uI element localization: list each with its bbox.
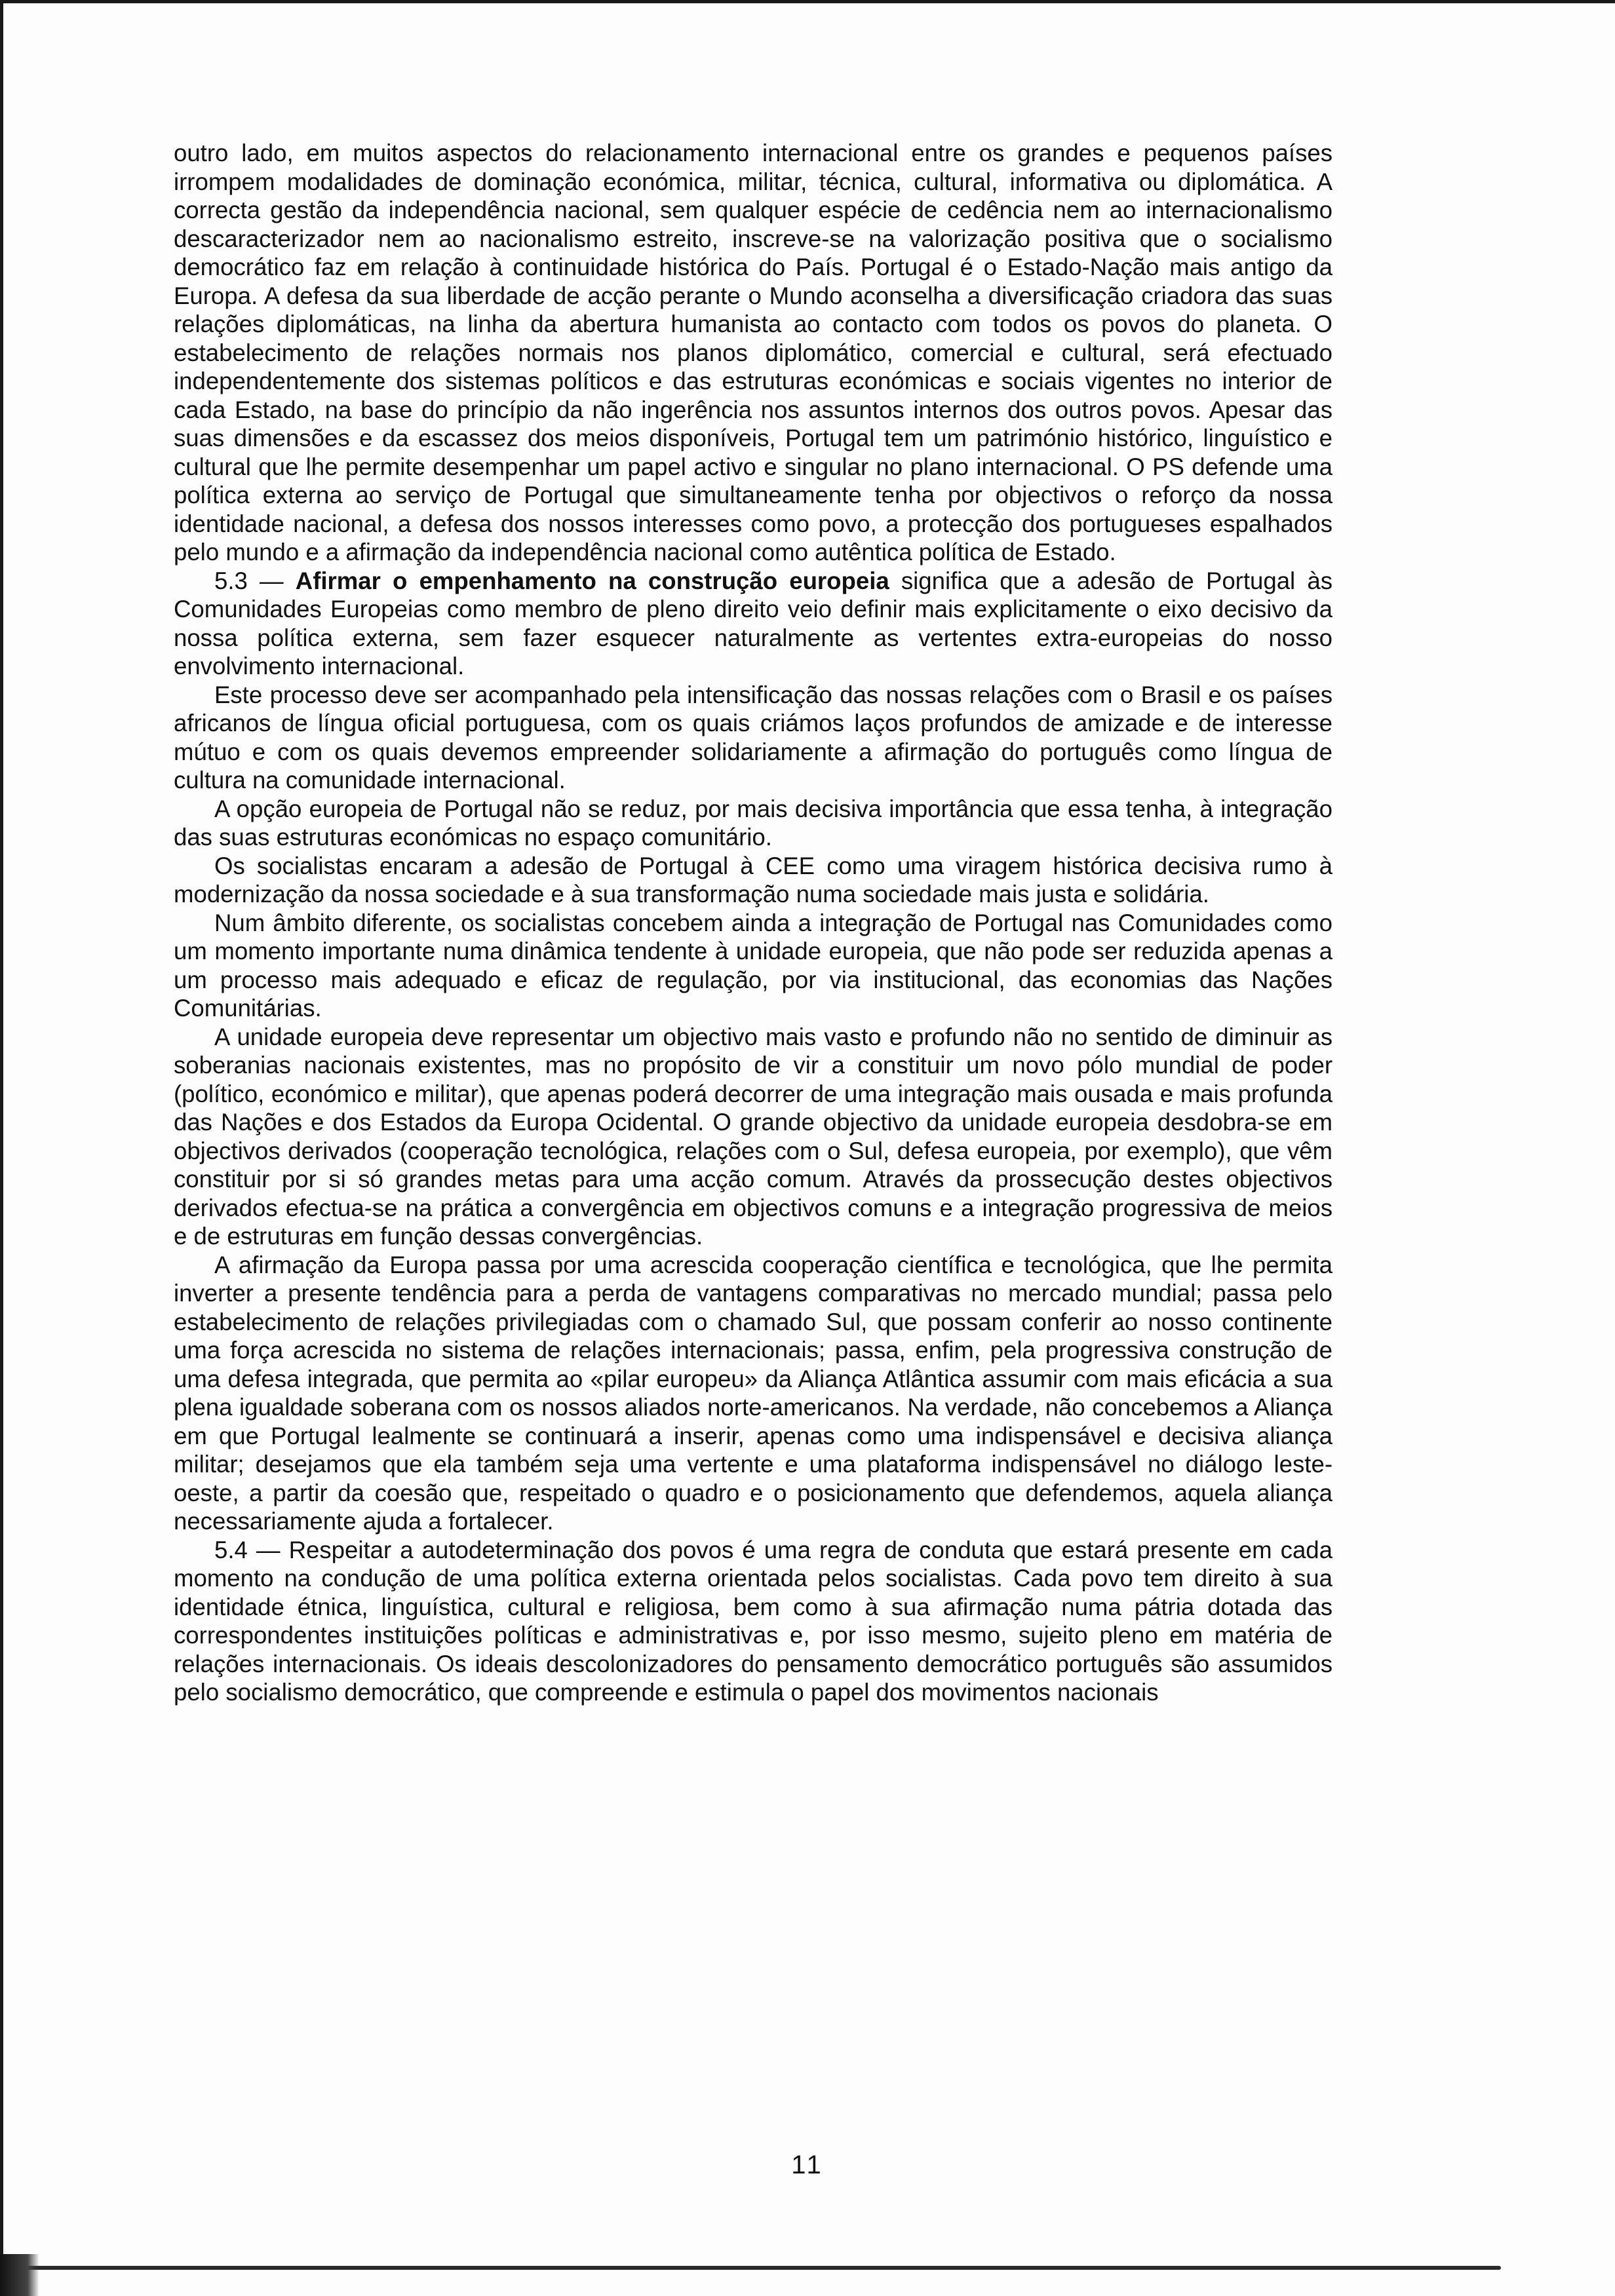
scan-edge-left bbox=[0, 0, 3, 2296]
section-heading: Afirmar o empenhamento na construção europeia bbox=[295, 567, 889, 594]
paragraph bbox=[174, 909, 1333, 1023]
paragraph-text: A unidade europeia deve representar um objectivo mais vasto e profundo não no sentido de diminuir as soberanias nacionais existentes, mas no propósito de vir a constituir um novo pólo mundial de poder (político, económico e militar), que apenas poderá decorrer de uma integração mais ousada e mais profunda das Nações e dos Estados da Europa Ocidental. O grande objectivo da unidade europeia desdobra-se em objectivos derivados (cooperação tecnológica, relações com o Sul, defesa europeia, por exemplo), que vêm constituir por si só grandes metas para uma acção comum. Através da prossecução destes objectivos derivados efectua-se na prática a convergência em objectivos comuns e a integração progressiva de meios e de estruturas em função dessas convergências. bbox=[174, 1023, 1333, 1250]
paragraph bbox=[174, 1251, 1333, 1536]
paragraph-text: A afirmação da Europa passa por uma acrescida cooperação científica e tecnológica, que lhe permita inverter a presente tendência para a perda de vantagens comparativas no mercado mundial; passa pelo estabelecimento de relações privilegiadas com o chamado Sul, que possam conferir ao nosso continente uma força acrescida no sistema de relações internacionais; passa, enfim, pela progressiva construção de uma defesa integrada, que permita ao «pilar europeu» da Aliança Atlântica assumir com mais eficácia a sua plena igualdade soberana com os nossos aliados norte-americanos. Na verdade, não concebemos a Aliança em que Portugal lealmente se continuará a inserir, apenas como uma indispensável e decisiva aliança militar; desejamos que ela também seja uma vertente e uma plataforma indispensável no diálogo leste-oeste, a partir da coesão que, respeitado o quadro e o posicionamento que defendemos, aquela aliança necessariamente ajuda a fortalecer. bbox=[174, 1251, 1333, 1535]
paragraph-section-5-4 bbox=[174, 1536, 1333, 1707]
paragraph-text: A opção europeia de Portugal não se reduz, por mais decisiva importância que essa tenha, à integração das suas estruturas económicas no espaço comunitário. bbox=[174, 795, 1333, 851]
body-text bbox=[174, 139, 1333, 1707]
scan-corner-shadow bbox=[0, 2254, 39, 2296]
scan-edge-top bbox=[0, 0, 1615, 3]
paragraph-text: Os socialistas encaram a adesão de Portugal à CEE como uma viragem histórica decisiva rumo à modernização da nossa sociedade e à sua transformação numa sociedade mais justa e solidária. bbox=[174, 852, 1333, 908]
paragraph bbox=[174, 795, 1333, 852]
paragraph-section-5-3 bbox=[174, 567, 1333, 681]
paragraph bbox=[174, 139, 1333, 567]
paragraph-text: Num âmbito diferente, os socialistas concebem ainda a integração de Portugal nas Comunidades como um momento importante numa dinâmica tendente à unidade europeia, que não pode ser reduzida apenas a um processo mais adequado e eficaz de regulação, por via institucional, das economias das Nações Comunitárias. bbox=[174, 909, 1333, 1022]
paragraph bbox=[174, 681, 1333, 795]
paragraph-text: significa que a adesão de Portugal às Comunidades Europeias como membro de pleno direito veio definir mais explicitamente o eixo decisivo da nossa política externa, sem fazer esquecer naturalmente as vertentes extra-europeias do nosso envolvimento internacional. bbox=[174, 567, 1333, 679]
scan-bottom-rule bbox=[0, 2266, 1501, 2270]
paragraph-text: Respeitar a autodeterminação dos povos é uma regra de conduta que estará presente em cada momento na condução de uma política externa orientada pelos socialistas. Cada povo tem direito à sua identidade étnica, linguística, cultural e religiosa, bem como à sua afirmação numa pátria dotada das correspondentes instituições políticas e administrativas e, por isso mesmo, sujeito pleno em matéria de relações internacionais. Os ideais descolonizadores do pensamento democrático português são assumidos pelo socialismo democrático, que compreende e estimula o papel dos movimentos nacionais bbox=[174, 1536, 1333, 1706]
page-number: 11 bbox=[791, 2151, 824, 2179]
section-number: 5.3 — bbox=[214, 567, 296, 594]
paragraph bbox=[174, 1023, 1333, 1251]
paragraph-text: outro lado, em muitos aspectos do relacionamento internacional entre os grandes e pequenos países irrompem modalidades de dominação económica, militar, técnica, cultural, informativa ou diplomática. A correcta gestão da independência nacional, sem qualquer espécie de cedência nem ao internacionalismo descaracterizador nem ao nacionalismo estreito, inscreve-se na valorização positiva que o socialismo democrático faz em relação à continuidade histórica do País. Portugal é o Estado-Nação mais antigo da Europa. A defesa da sua liberdade de acção perante o Mundo aconselha a diversificação criadora das suas relações diplomáticas, na linha da abertura humanista ao contacto com todos os povos do planeta. O estabelecimento de relações normais nos planos diplomático, comercial e cultural, será efectuado independentemente dos sistemas políticos e das estruturas económicas e sociais vigentes no interior de cada Estado, na base do princípio da não ingerência nos assuntos internos dos outros povos. Apesar das suas dimensões e da escassez dos meios disponíveis, Portugal tem um património histórico, linguístico e cultural que lhe permite desempenhar um papel activo e singular no plano internacional. O PS defende uma política externa ao serviço de Portugal que simultaneamente tenha por objectivos o reforço da nossa identidade nacional, a defesa dos nossos interesses como povo, a protecção dos portugueses espalhados pelo mundo e a afirmação da independência nacional como autêntica política de Estado. bbox=[174, 140, 1333, 565]
paragraph bbox=[174, 852, 1333, 909]
scan-edge-bottom bbox=[0, 2254, 1508, 2296]
paragraph-text: Este processo deve ser acompanhado pela intensificação das nossas relações com o Brasil e os países africanos de língua oficial portuguesa, com os quais criámos laços profundos de amizade e de interesse mútuo e com os quais devemos empreender solidariamente a afirmação do português como língua de cultura na comunidade internacional. bbox=[174, 681, 1333, 794]
section-number: 5.4 — bbox=[214, 1536, 289, 1563]
